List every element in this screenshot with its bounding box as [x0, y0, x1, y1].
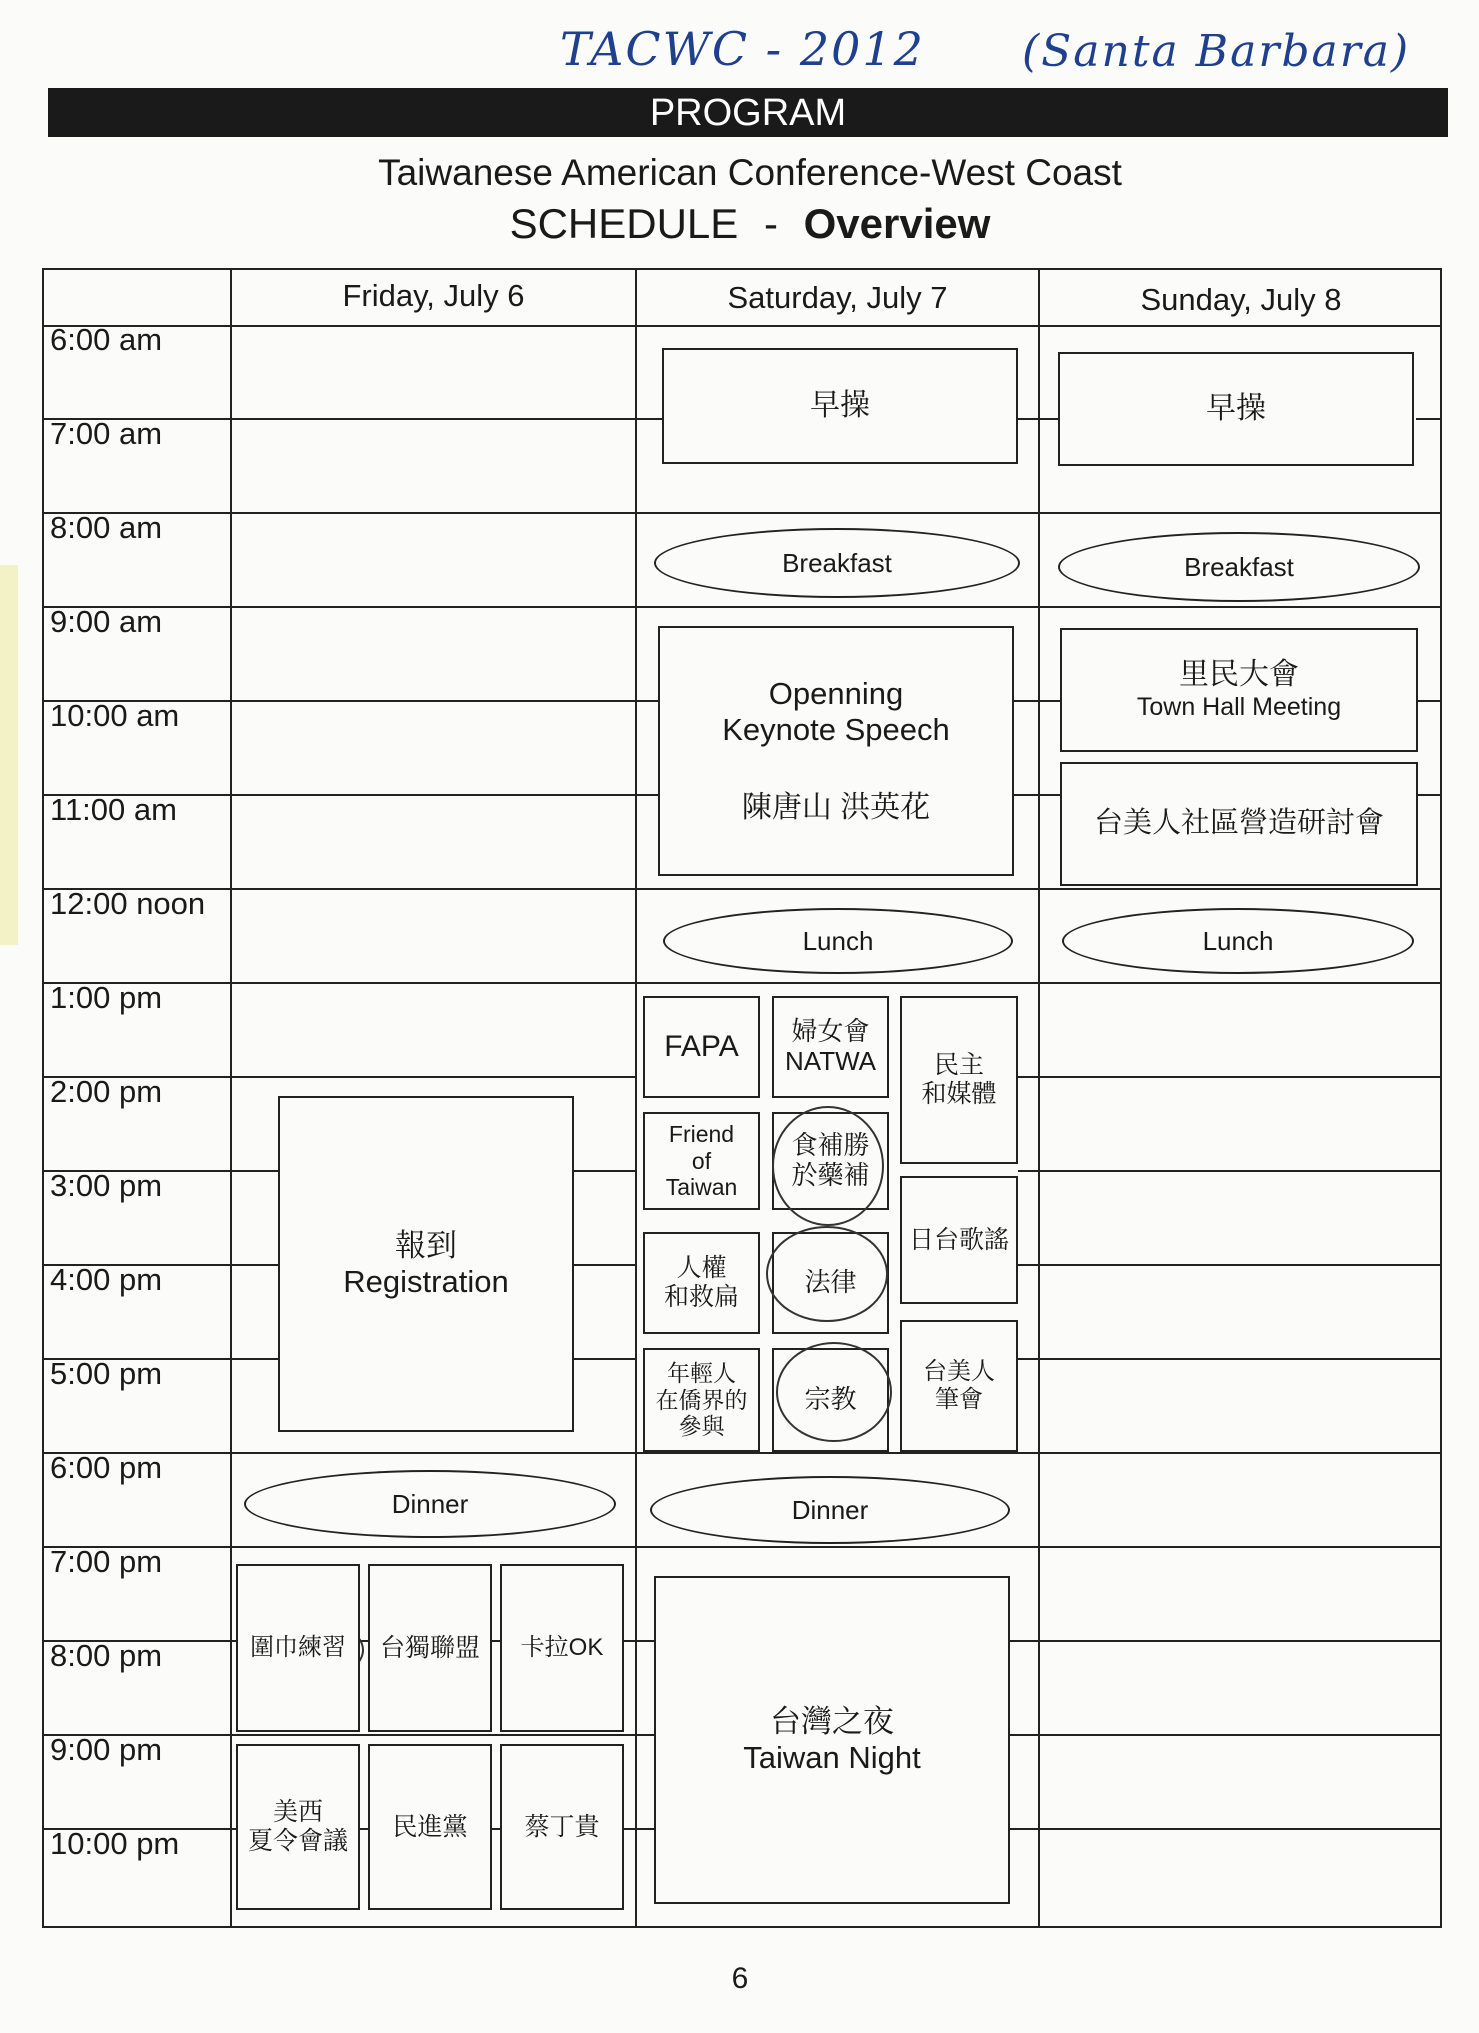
- tick: [1416, 418, 1442, 420]
- tick: [1418, 794, 1442, 796]
- hour-line: [42, 700, 635, 702]
- event-label-line-2: 於藥補: [791, 1160, 870, 1190]
- time-label: 3:00 pm: [50, 1168, 163, 1203]
- event-label-line-1: 食補勝: [791, 1130, 870, 1161]
- event-label-line-1: 民主: [933, 1051, 984, 1080]
- sat-morning-exercise: [662, 348, 1018, 464]
- sat-breakfast: [654, 528, 1020, 598]
- tick: [1018, 1170, 1038, 1172]
- conference-title: Taiwanese American Conference-West Coast: [378, 152, 1122, 193]
- fri-independence-league: [368, 1564, 492, 1732]
- event-label: 圍巾練習: [250, 1634, 346, 1662]
- time-label: 8:00 am: [50, 510, 163, 545]
- keynote-speakers: 陳唐山 洪英花: [741, 791, 931, 825]
- event-label: FAPA: [664, 1029, 739, 1063]
- event-label: Breakfast: [782, 547, 892, 578]
- handwritten-note-left: TACWC - 2012: [560, 22, 925, 76]
- tick: [1014, 700, 1060, 702]
- time-label: 4:00 pm: [50, 1262, 163, 1297]
- event-label-line-3: 參與: [678, 1413, 725, 1440]
- tick: [635, 1828, 655, 1830]
- schedule-heading: [400, 200, 1100, 248]
- sat-taiwan-japan-songs: [900, 1176, 1018, 1304]
- event-label: Breakfast: [1184, 551, 1294, 582]
- tick: [1418, 700, 1442, 702]
- sun-community-seminar: [1060, 762, 1418, 886]
- fri-scarf-practice: [236, 1564, 360, 1732]
- time-label: 10:00 pm: [50, 1826, 180, 1861]
- day-header-sunday: Sunday, July 8: [1140, 282, 1342, 317]
- tick: [635, 794, 659, 796]
- tick: [635, 418, 663, 420]
- heading-separator: -: [763, 200, 778, 247]
- handwritten-circle-law: [766, 1226, 888, 1322]
- time-label: 11:00 am: [50, 792, 177, 827]
- sat-lunch: [663, 908, 1013, 974]
- event-label-line-2: 夏令會議: [247, 1827, 348, 1855]
- time-label: 9:00 am: [50, 604, 163, 639]
- tick: [1018, 1264, 1038, 1266]
- hour-line-sunday: [1038, 1640, 1442, 1642]
- time-label: 8:00 pm: [50, 1638, 163, 1673]
- time-label: 6:00 pm: [50, 1450, 163, 1485]
- tick: [635, 1734, 655, 1736]
- event-label: 台獨聯盟: [379, 1633, 480, 1662]
- time-label: 7:00 am: [50, 416, 163, 451]
- sat-dinner: [650, 1476, 1010, 1544]
- event-label: 日台歌謠: [908, 1225, 1009, 1254]
- hour-line-sunday: [1038, 1170, 1442, 1172]
- event-label: 台美人社區營造研討會: [1093, 807, 1384, 840]
- fri-karaoke: [500, 1564, 624, 1732]
- event-label-en: Taiwan Night: [743, 1740, 921, 1775]
- sat-democracy-media: [900, 996, 1018, 1164]
- event-label-line-1: 年輕人: [667, 1360, 736, 1387]
- column-divider-time: [230, 268, 232, 1928]
- fri-tsai-ting-kuei: [500, 1744, 624, 1910]
- handwritten-note-right: (Santa Barbara): [1022, 26, 1411, 77]
- event-label-line-1: Friend: [668, 1121, 735, 1148]
- tick: [635, 700, 659, 702]
- section-line-8am: [42, 512, 1442, 514]
- hour-line-sunday: [1038, 1076, 1442, 1078]
- opening-line-2: Keynote Speech: [722, 711, 950, 747]
- hour-line-sunday: [1038, 1264, 1442, 1266]
- hour-line: [42, 418, 635, 420]
- event-label-line-2: of: [691, 1147, 712, 1174]
- section-line-noon: [42, 888, 1442, 890]
- time-label: 9:00 pm: [50, 1732, 163, 1767]
- event-label-line-3: Taiwan: [665, 1174, 738, 1201]
- time-label: 2:00 pm: [50, 1074, 163, 1109]
- event-label: 早操: [1206, 391, 1266, 425]
- sat-fapa: [643, 996, 760, 1098]
- sun-morning-exercise: [1058, 352, 1414, 466]
- sat-friend-of-taiwan: [643, 1112, 760, 1210]
- sat-youth-participation: [643, 1348, 760, 1452]
- sun-breakfast: [1058, 532, 1420, 602]
- event-label-line-1: 台美人: [923, 1358, 995, 1386]
- opening-line-1: Openning: [768, 676, 904, 712]
- hour-line: [42, 794, 635, 796]
- fri-summer-conference: [236, 1744, 360, 1910]
- sat-opening-keynote: [658, 626, 1014, 876]
- hour-line: [42, 1076, 635, 1078]
- time-label: 7:00 pm: [50, 1544, 163, 1579]
- event-label: 蔡丁貴: [524, 1812, 600, 1841]
- hour-line: [42, 1734, 635, 1736]
- event-label-line-1: 人權: [676, 1254, 727, 1283]
- sat-taiwan-night: [654, 1576, 1010, 1904]
- event-label-line-1: 美西: [272, 1798, 323, 1827]
- event-label-line-2: 和媒體: [921, 1080, 997, 1108]
- fri-dpp: [368, 1744, 492, 1910]
- section-line-9am: [42, 606, 1442, 608]
- schedule-word: SCHEDULE: [509, 200, 739, 247]
- event-label: 宗教: [804, 1384, 857, 1415]
- section-line-6pm: [42, 1452, 1442, 1454]
- tick: [1018, 1076, 1038, 1078]
- time-label: 12:00 noon: [50, 886, 206, 921]
- fri-registration: [278, 1096, 574, 1432]
- program-banner: PROGRAM: [48, 88, 1448, 137]
- time-label: 1:00 pm: [50, 980, 163, 1015]
- column-divider-friday: [635, 268, 637, 1928]
- handwritten-circle-religion: [776, 1342, 892, 1442]
- handwritten-circle-food: [772, 1106, 884, 1226]
- event-label: 法律: [804, 1267, 857, 1298]
- sun-lunch: [1062, 908, 1414, 974]
- event-label-en: NATWA: [785, 1046, 876, 1076]
- section-line-7pm: [42, 1546, 1442, 1548]
- tick: [1018, 418, 1058, 420]
- column-divider-saturday: [1038, 268, 1040, 1928]
- event-label-line-2: 在僑界的: [655, 1386, 748, 1413]
- event-label-en: Town Hall Meeting: [1136, 692, 1342, 721]
- sat-human-rights: [643, 1232, 760, 1334]
- header-row-line: [42, 325, 1442, 327]
- tick: [1008, 1828, 1038, 1830]
- day-header-saturday: Saturday, July 7: [727, 280, 948, 315]
- section-line-1pm: [42, 982, 1442, 984]
- hour-line-sunday: [1038, 1734, 1442, 1736]
- sat-natwa: [772, 996, 889, 1098]
- sticky-note-edge: [0, 565, 18, 945]
- event-label-en: Registration: [343, 1264, 509, 1299]
- event-label-zh: 婦女會: [791, 1016, 870, 1047]
- event-label: Dinner: [791, 1494, 869, 1525]
- event-label: Lunch: [1202, 925, 1274, 956]
- event-label-line-2: 和救扁: [663, 1283, 739, 1311]
- time-label: 5:00 pm: [50, 1356, 163, 1391]
- hour-line-sunday: [1038, 1358, 1442, 1360]
- event-label-zh: 報到: [395, 1228, 457, 1264]
- tick: [1014, 794, 1062, 796]
- fri-dinner: [244, 1470, 616, 1538]
- sun-town-hall-meeting: [1060, 628, 1418, 752]
- event-label-zh: 台灣之夜: [770, 1704, 894, 1740]
- page-number: 6: [731, 1962, 749, 1995]
- event-label: 卡拉OK: [520, 1634, 604, 1662]
- event-label: 民進黨: [392, 1812, 468, 1841]
- tick: [635, 1640, 655, 1642]
- hour-line-sunday: [1038, 1828, 1442, 1830]
- event-label: Lunch: [802, 925, 874, 956]
- time-label: 6:00 am: [50, 322, 163, 357]
- overview-word: Overview: [803, 200, 991, 247]
- event-label-line-2: 筆會: [935, 1386, 983, 1413]
- day-header-friday: Friday, July 6: [342, 278, 525, 313]
- event-label: 早操: [810, 388, 870, 422]
- time-label: 10:00 am: [50, 698, 180, 733]
- tick: [1008, 1734, 1038, 1736]
- event-label-zh: 里民大會: [1179, 658, 1299, 692]
- sat-writers-association: [900, 1320, 1018, 1452]
- event-label: Dinner: [391, 1488, 469, 1519]
- tick: [1008, 1640, 1038, 1642]
- tick: [1018, 1358, 1038, 1360]
